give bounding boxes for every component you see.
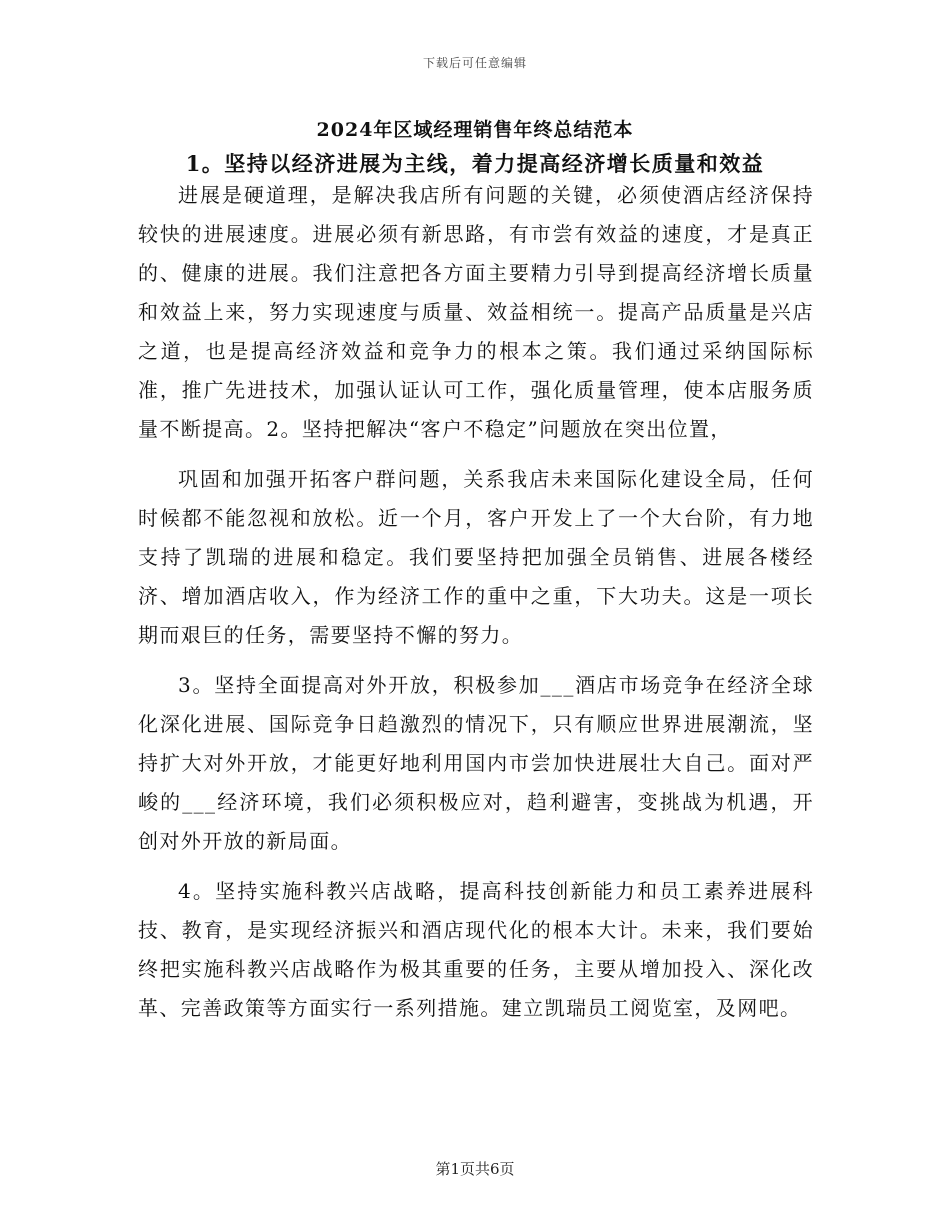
page-header-note: 下载后可任意编辑 bbox=[422, 56, 527, 70]
page-number: 第1页共6页 bbox=[435, 1160, 515, 1178]
paragraph-4: 4。坚持实施科教兴店战略，提高科技创新能力和员工素养进展科技、教育，是实现经济振兴和酒店现代化的根本大计。未来，我们要始终把实施科教兴店战略作为极其重要的任务，主要从增加投入、深化改革、完善政策等方面实行一系列措施。建立凯瑞员工阅览室，及网吧。 bbox=[138, 879, 814, 1020]
paragraph-1: 进展是硬道理，是解决我店所有问题的关键，必须使酒店经济保持较快的进展速度。进展必须有新思路，有市尝有效益的速度，才是真正的、健康的进展。我们注意把各方面主要精力引导到提高经济增长质量和效益上来，努力实现速度与质量、效益相统一。提高产品质量是兴店之道，也是提高经济效益和竞争力的根本之策。我们通过采纳国际标准，推广先进技术，加强认证认可工作，强化质量管理，使本店服务质量不断提高。2。坚持把解决“客户不稳定”问题放在突出位置， bbox=[138, 183, 814, 441]
document-title: 2024年区域经理销售年终总结范本 bbox=[316, 119, 634, 141]
document-body bbox=[138, 176, 814, 1039]
paragraph-3: 3。坚持全面提高对外开放，积极参加___酒店市场竞争在经济全球化深化进展、国际竞争日趋激烈的情况下，只有顺应世界进展潮流，坚持扩大对外开放，才能更好地利用国内市尝加快进展壮大自己。面对严峻的___经济环境，我们必须积极应对，趋利避害，变挑战为机遇，开创对外开放的新局面。 bbox=[138, 673, 814, 853]
paragraph-2: 巩固和加强开拓客户群问题，关系我店未来国际化建设全局，任何时候都不能忽视和放松。近一个月，客户开发上了一个大台阶，有力地支持了凯瑞的进展和稳定。我们要坚持把加强全员销售、进展各楼经济、增加酒店收入，作为经济工作的重中之重，下大功夫。这是一项长期而艰巨的任务，需要坚持不懈的努力。 bbox=[138, 467, 814, 647]
section-heading: 1。坚持以经济进展为主线，着力提高经济增长质量和效益 bbox=[185, 151, 765, 176]
